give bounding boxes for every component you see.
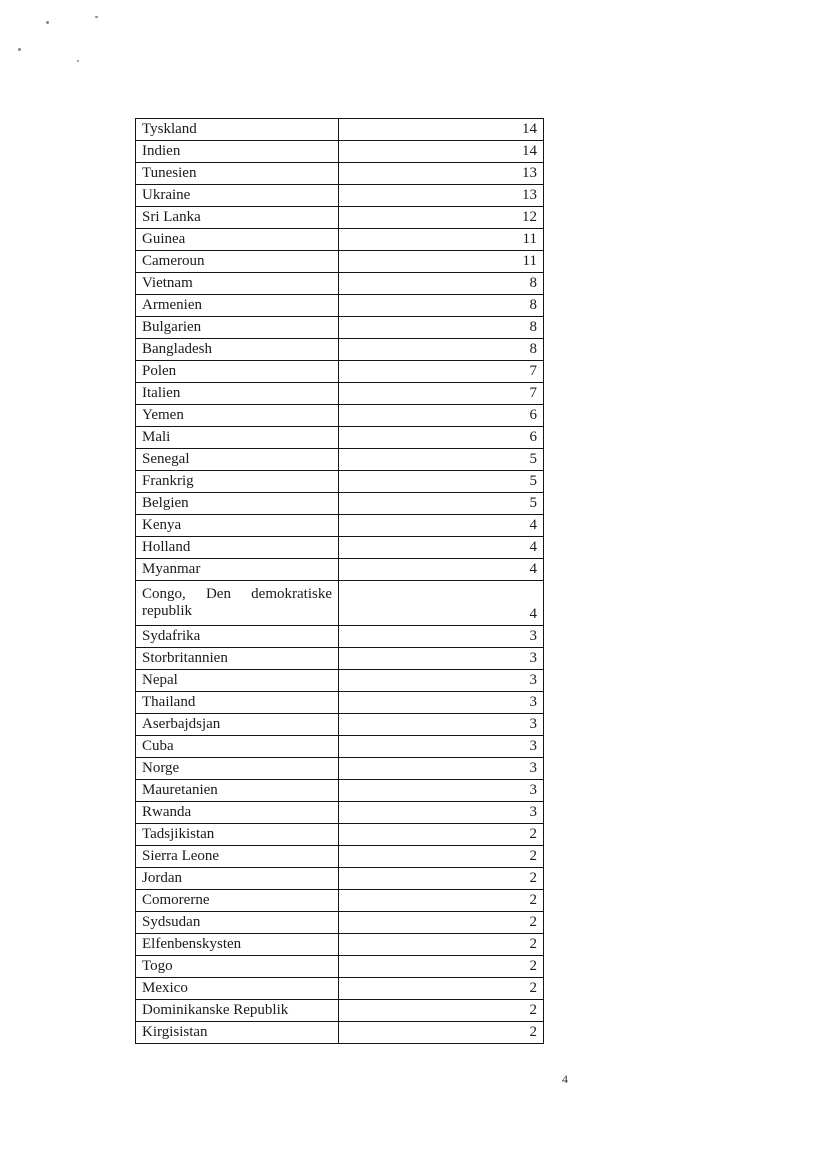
scan-speck bbox=[18, 48, 21, 51]
count-cell: 13 bbox=[339, 163, 544, 185]
table-row bbox=[136, 207, 544, 229]
count-cell: 4 bbox=[339, 537, 544, 559]
scan-speck bbox=[46, 21, 49, 24]
count-cell: 3 bbox=[339, 714, 544, 736]
count-cell: 13 bbox=[339, 185, 544, 207]
table-row bbox=[136, 229, 544, 251]
country-cell: Tyskland bbox=[136, 119, 339, 141]
count-cell: 3 bbox=[339, 648, 544, 670]
country-cell: Dominikanske Republik bbox=[136, 1000, 339, 1022]
table-row bbox=[136, 626, 544, 648]
country-cell: Yemen bbox=[136, 405, 339, 427]
count-cell: 8 bbox=[339, 273, 544, 295]
country-cell: Kenya bbox=[136, 515, 339, 537]
table-row bbox=[136, 670, 544, 692]
table-body bbox=[136, 119, 544, 1044]
country-cell: Belgien bbox=[136, 493, 339, 515]
country-cell: Togo bbox=[136, 956, 339, 978]
count-cell: 2 bbox=[339, 1000, 544, 1022]
count-cell: 8 bbox=[339, 317, 544, 339]
country-cell: Polen bbox=[136, 361, 339, 383]
country-cell: Comorerne bbox=[136, 890, 339, 912]
table-row bbox=[136, 692, 544, 714]
count-cell: 7 bbox=[339, 383, 544, 405]
count-cell: 12 bbox=[339, 207, 544, 229]
table-row bbox=[136, 1022, 544, 1044]
country-cell: Cameroun bbox=[136, 251, 339, 273]
count-cell: 3 bbox=[339, 626, 544, 648]
table-row bbox=[136, 581, 544, 626]
count-cell: 2 bbox=[339, 846, 544, 868]
count-cell: 2 bbox=[339, 934, 544, 956]
country-cell: Senegal bbox=[136, 449, 339, 471]
count-cell: 3 bbox=[339, 780, 544, 802]
table-row bbox=[136, 912, 544, 934]
count-cell: 2 bbox=[339, 868, 544, 890]
table-row bbox=[136, 295, 544, 317]
page-number: 4 bbox=[562, 1072, 568, 1086]
count-cell: 3 bbox=[339, 802, 544, 824]
table-row bbox=[136, 405, 544, 427]
table-row bbox=[136, 339, 544, 361]
table-row bbox=[136, 978, 544, 1000]
country-cell: Tunesien bbox=[136, 163, 339, 185]
country-cell: Myanmar bbox=[136, 559, 339, 581]
country-cell: Rwanda bbox=[136, 802, 339, 824]
table-row bbox=[136, 956, 544, 978]
table-row bbox=[136, 471, 544, 493]
country-cell: Bulgarien bbox=[136, 317, 339, 339]
count-cell: 3 bbox=[339, 758, 544, 780]
count-cell: 3 bbox=[339, 736, 544, 758]
country-cell: Holland bbox=[136, 537, 339, 559]
count-cell: 14 bbox=[339, 141, 544, 163]
country-cell: Italien bbox=[136, 383, 339, 405]
country-count-table bbox=[135, 118, 544, 1044]
country-cell: Congo, Den demokratiske republik bbox=[136, 581, 339, 626]
country-cell: Thailand bbox=[136, 692, 339, 714]
country-cell: Mali bbox=[136, 427, 339, 449]
country-cell: Armenien bbox=[136, 295, 339, 317]
table-row bbox=[136, 273, 544, 295]
count-cell: 2 bbox=[339, 890, 544, 912]
count-cell: 11 bbox=[339, 251, 544, 273]
table-row bbox=[136, 493, 544, 515]
table-row bbox=[136, 449, 544, 471]
country-cell: Ukraine bbox=[136, 185, 339, 207]
count-cell: 7 bbox=[339, 361, 544, 383]
country-cell: Tadsjikistan bbox=[136, 824, 339, 846]
table-row bbox=[136, 537, 544, 559]
count-cell: 2 bbox=[339, 824, 544, 846]
count-cell: 5 bbox=[339, 493, 544, 515]
country-cell: Nepal bbox=[136, 670, 339, 692]
count-cell: 3 bbox=[339, 670, 544, 692]
scan-speck bbox=[95, 16, 98, 18]
country-cell: Sri Lanka bbox=[136, 207, 339, 229]
count-cell: 2 bbox=[339, 1022, 544, 1044]
country-cell: Kirgisistan bbox=[136, 1022, 339, 1044]
count-cell: 5 bbox=[339, 471, 544, 493]
country-cell: Storbritannien bbox=[136, 648, 339, 670]
table-row bbox=[136, 559, 544, 581]
count-cell: 8 bbox=[339, 295, 544, 317]
count-cell: 6 bbox=[339, 427, 544, 449]
table-row bbox=[136, 515, 544, 537]
country-cell: Mexico bbox=[136, 978, 339, 1000]
country-cell: Vietnam bbox=[136, 273, 339, 295]
table-row bbox=[136, 141, 544, 163]
table-row bbox=[136, 846, 544, 868]
table-row bbox=[136, 427, 544, 449]
table-row bbox=[136, 802, 544, 824]
count-cell: 6 bbox=[339, 405, 544, 427]
table-row bbox=[136, 1000, 544, 1022]
table-row bbox=[136, 824, 544, 846]
count-cell: 4 bbox=[339, 559, 544, 581]
country-cell: Frankrig bbox=[136, 471, 339, 493]
table-row bbox=[136, 758, 544, 780]
country-cell: Bangladesh bbox=[136, 339, 339, 361]
country-cell: Elfenbenskysten bbox=[136, 934, 339, 956]
country-cell: Aserbajdsjan bbox=[136, 714, 339, 736]
count-cell: 3 bbox=[339, 692, 544, 714]
country-cell: Cuba bbox=[136, 736, 339, 758]
table-row bbox=[136, 648, 544, 670]
country-cell: Indien bbox=[136, 141, 339, 163]
count-cell: 14 bbox=[339, 119, 544, 141]
country-cell: Mauretanien bbox=[136, 780, 339, 802]
count-cell: 4 bbox=[339, 515, 544, 537]
table-row bbox=[136, 890, 544, 912]
country-cell: Sierra Leone bbox=[136, 846, 339, 868]
table-row bbox=[136, 163, 544, 185]
country-cell: Sydsudan bbox=[136, 912, 339, 934]
table-row bbox=[136, 868, 544, 890]
scan-speck bbox=[77, 60, 79, 62]
table-row bbox=[136, 251, 544, 273]
count-cell: 2 bbox=[339, 912, 544, 934]
table-row bbox=[136, 714, 544, 736]
count-cell: 8 bbox=[339, 339, 544, 361]
table-row bbox=[136, 361, 544, 383]
count-cell: 5 bbox=[339, 449, 544, 471]
country-cell: Guinea bbox=[136, 229, 339, 251]
table-row bbox=[136, 317, 544, 339]
country-cell: Norge bbox=[136, 758, 339, 780]
count-cell: 2 bbox=[339, 956, 544, 978]
country-cell: Sydafrika bbox=[136, 626, 339, 648]
count-cell: 4 bbox=[339, 581, 544, 626]
count-cell: 2 bbox=[339, 978, 544, 1000]
table-row bbox=[136, 736, 544, 758]
table-row bbox=[136, 934, 544, 956]
table-row bbox=[136, 780, 544, 802]
count-cell: 11 bbox=[339, 229, 544, 251]
table-row bbox=[136, 119, 544, 141]
table-row bbox=[136, 383, 544, 405]
country-cell: Jordan bbox=[136, 868, 339, 890]
table-row bbox=[136, 185, 544, 207]
